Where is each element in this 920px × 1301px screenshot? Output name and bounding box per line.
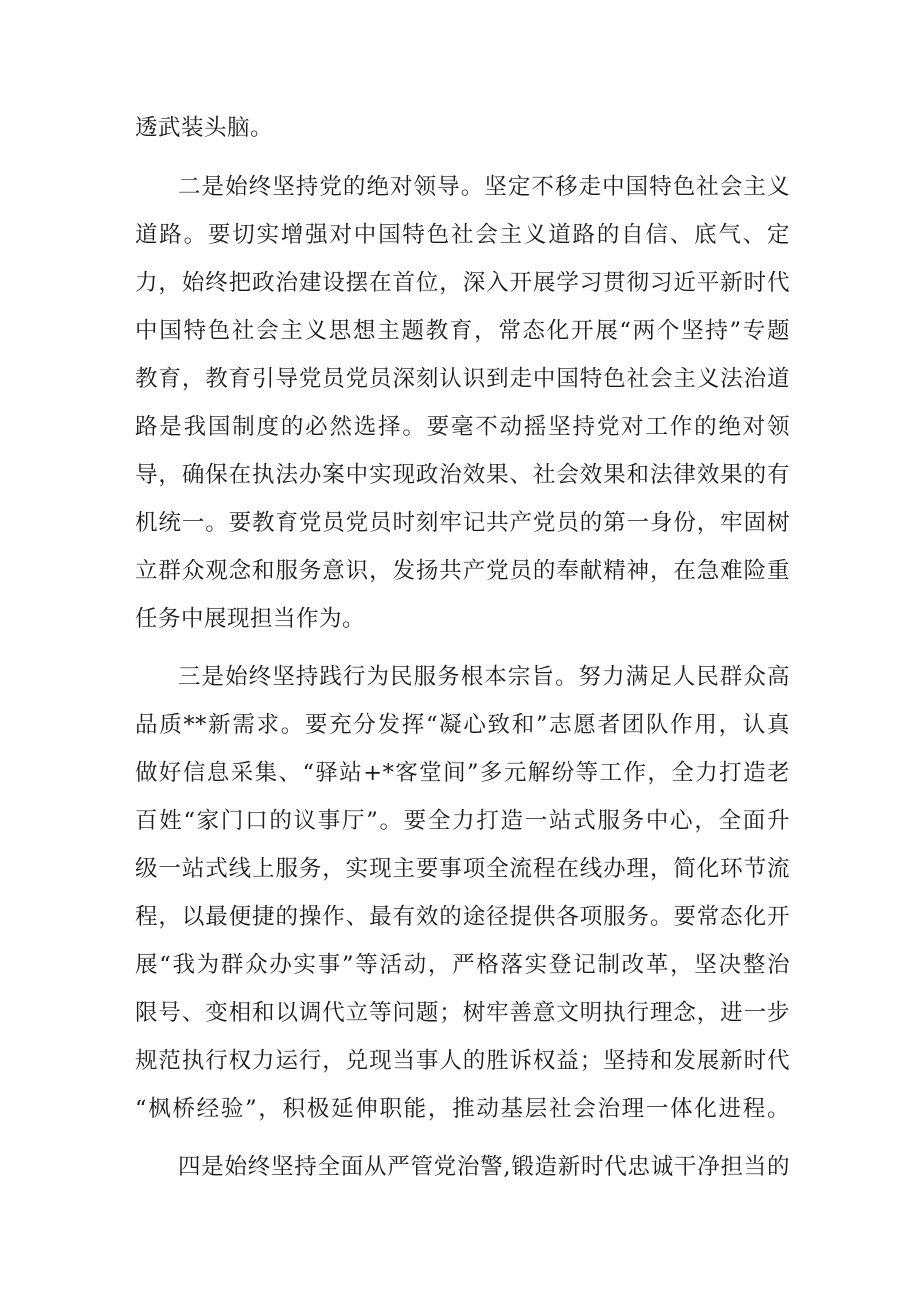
text-line: 品质**新需求。要充分发挥“凝心致和”志愿者团队作用，认真: [135, 712, 790, 738]
text-line: 教育，教育引导党员党员深刻认识到走中国特色社会主义法治道: [135, 366, 790, 392]
text-line: 展“我为群众办实事”等活动，严格落实登记制改革，坚决整治: [135, 952, 790, 978]
text-line: 二是始终坚持党的绝对领导。坚定不移走中国特色社会主义: [178, 174, 790, 200]
text-line: 限号、变相和以调代立等问题；树牢善意文明执行理念，进一步: [135, 1000, 790, 1026]
text-line: 路是我国制度的必然选择。要毫不动摇坚持党对工作的绝对领: [135, 414, 790, 440]
text-line: 四是始终坚持全面从严管党治警,锻造新时代忠诚干净担当的: [178, 1154, 790, 1180]
text-line: 三是始终坚持践行为民服务根本宗旨。努力满足人民群众高: [178, 664, 790, 690]
text-line: 级一站式线上服务，实现主要事项全流程在线办理，简化环节流: [135, 856, 790, 882]
text-line: 百姓“家门口的议事厅”。要全力打造一站式服务中心，全面升: [135, 808, 790, 834]
text-line: 力，始终把政治建设摆在首位，深入开展学习贯彻习近平新时代: [135, 270, 790, 296]
text-line: 任务中展现担当作为。: [135, 606, 366, 632]
text-line: 道路。要切实增强对中国特色社会主义道路的自信、底气、定: [135, 222, 790, 248]
text-line: 做好信息采集、“驿站+*客堂间”多元解纷等工作，全力打造老: [135, 760, 790, 786]
text-line: 程，以最便捷的操作、最有效的途径提供各项服务。要常态化开: [135, 904, 790, 930]
text-line: 中国特色社会主义思想主题教育，常态化开展“两个坚持”专题: [135, 318, 790, 344]
text-line: “枫桥经验”，积极延伸职能，推动基层社会治理一体化进程。: [135, 1096, 790, 1122]
text-line: 规范执行权力运行，兑现当事人的胜诉权益；坚持和发展新时代: [135, 1048, 790, 1074]
text-line: 立群众观念和服务意识，发扬共产党员的奉献精神，在急难险重: [135, 558, 790, 584]
text-line: 机统一。要教育党员党员时刻牢记共产党员的第一身份，牢固树: [135, 510, 790, 536]
text-line: 透武装头脑。: [135, 115, 274, 141]
text-line: 导，确保在执法办案中实现政治效果、社会效果和法律效果的有: [135, 462, 790, 488]
